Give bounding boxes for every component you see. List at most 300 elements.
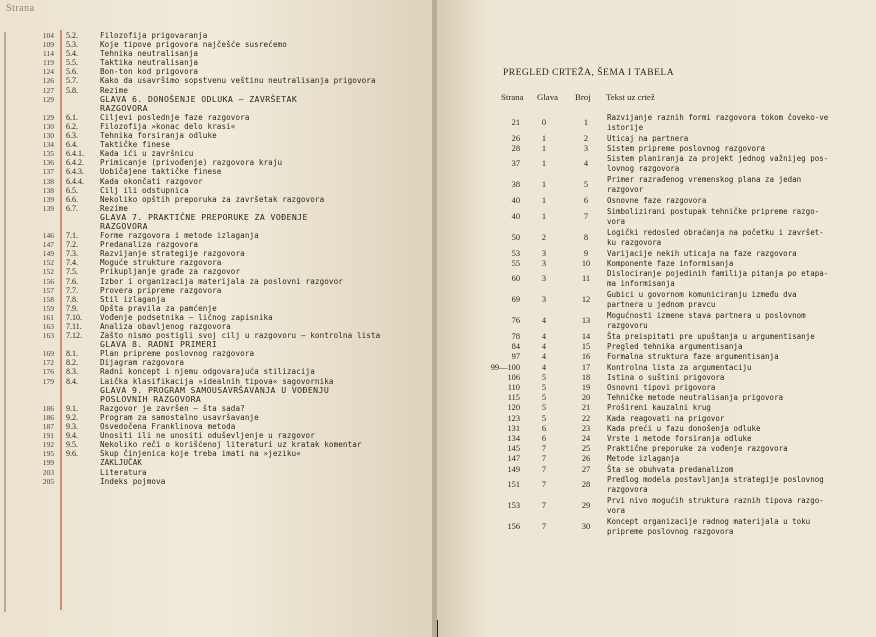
toc-page-number: 187 [42,422,54,432]
toc-entry-title: Razgovor je završen — šta sada? [100,403,245,413]
figure-number: 8 [583,232,589,242]
toc-row [0,122,432,131]
figure-caption: Dislociranje pojedinih familija pitanja po etapa-ma informisanja [607,269,829,288]
toc-section-number: 5.2. [66,31,78,40]
toc-page-number: 186 [42,412,54,422]
figure-caption: Gubici u govornom komuniciranju između dva partnera u jednom pravcu [607,290,797,309]
figure-number: 2 [583,134,589,143]
toc-row [0,177,432,186]
column-header-number: Broj [575,92,591,102]
toc-entry-title: GLAVA 7. PRAKTIČNE PREPORUKE ZA VOĐENJE [100,211,308,222]
column-header-page: Strana [501,92,524,102]
figure-page: 153 [507,500,520,510]
toc-entry-title: Program za samostalno usavršavanje [100,412,259,422]
toc-entry-title: Uobičajene taktičke finese [100,167,222,177]
figure-caption: Tehničke metode neutralisanja prigovora [607,393,784,403]
figure-page: 110 [507,383,520,392]
toc-page-number: 139 [42,194,54,204]
toc-row [0,267,432,276]
toc-row [0,31,432,40]
toc-page-number: 152 [42,267,54,277]
figure-page: 50 [511,232,520,242]
toc-entry-title: Filozofija prigovaranja [100,31,208,40]
figure-caption: Uticaj na partnera [607,134,689,143]
figure-number: 22 [581,413,591,423]
toc-entry-title: Taktika neutralisanja [100,58,199,68]
toc-row [0,340,432,349]
toc-page-number: 169 [42,349,54,359]
figure-caption: Kada reagovati na prigovor [607,413,725,423]
toc-entry-title: Skup činjenica koje treba imati na »jeziku« [100,449,301,459]
figure-number: 28 [581,479,591,489]
toc-entry-title: Cilj ili odstupnica [100,185,189,195]
toc-entry-title: RAZGOVORA [100,102,148,113]
toc-section-number: 9.3. [66,422,78,432]
figure-number: 12 [581,295,591,304]
toc-section-number: 9.4. [66,431,78,441]
figure-chapter: 1 [541,196,547,206]
figure-chapter: 7 [541,454,547,464]
toc-page-number: 156 [42,276,54,286]
toc-page-number: 172 [42,358,54,368]
figures-list-title: PREGLED CRTEŽA, ŠEMA I TABELA [503,68,675,78]
figure-number: 23 [581,423,591,433]
toc-section-number: 6.5. [66,185,78,195]
figure-caption: Simbolizirani postupak tehničke pripreme razgo-vora [607,206,820,226]
figure-caption: Sistem planiranja za projekt jednog važnijeg pos-lovnog razgovora [607,154,829,174]
figure-number: 24 [581,434,591,443]
toc-section-number: 7.9. [66,303,78,313]
toc-row [0,422,432,431]
toc-entry-title: Osvedočena Franklinova metoda [100,422,236,432]
toc-row [0,322,432,331]
figure-number: 15 [581,342,591,352]
figure-page: 149 [507,464,520,474]
toc-page-number: 186 [42,403,54,413]
toc-section-number: 6.1. [66,112,78,122]
toc-entry-title: GLAVA 9. PROGRAM SAMOUSAVRŠAVANJA U VOĐENJU [100,384,330,395]
toc-row [0,286,432,295]
figure-page: 53 [511,248,520,258]
figure-page: 37 [511,159,520,169]
figure-page: 76 [511,316,520,325]
toc-page-number: 138 [42,185,54,195]
toc-entry-title: Izbor i organizacija materijala za poslovni razgovor [100,276,343,286]
toc-entry-title: Forme razgovora i metode izlaganja [100,231,259,241]
figure-caption: Sistem pripreme poslovnog razgovora [607,144,766,154]
toc-entry-title: Opšta pravila za pamćenje [100,303,217,313]
figure-number: 25 [581,444,591,454]
toc-page-number: 114 [43,49,54,59]
figure-caption: Osnovne faze razgovora [607,196,707,206]
toc-section-number: 5.4. [66,49,78,59]
figure-number: 4 [583,159,589,169]
toc-page-number: 149 [42,249,54,259]
toc-page-number: 159 [42,303,54,313]
toc-row [0,49,432,58]
figure-chapter: 3 [541,258,547,268]
column-header-chapter: Glava [537,92,559,102]
toc-entry-title: Tehnika neutralisanja [100,49,199,59]
toc-row [0,449,432,458]
toc-row [0,295,432,304]
figure-caption: Komponente faze informisanja [607,258,734,268]
figure-chapter: 7 [541,521,547,531]
toc-row [0,413,432,422]
figure-caption: Varijacije nekih uticaja na faze razgovora [607,248,797,258]
figure-page: 134 [507,434,520,443]
toc-section-number: 9.1. [66,403,78,413]
toc-entry-title: Tehnika forsiranja odluke [100,131,217,141]
figure-chapter: 5 [541,383,547,392]
toc-page-number: 146 [42,231,54,241]
figure-chapter: 2 [541,232,547,242]
toc-section-number: 6.7. [66,203,78,213]
toc-section-number: 6.4.3. [66,167,84,177]
figure-number: 1 [583,118,589,127]
figure-page: 151 [507,479,520,489]
toc-section-number: 7.10. [66,312,82,322]
toc-page-number: 138 [42,176,54,186]
toc-entry-title: POSLOVNIH RAZGOVORA [100,393,202,404]
toc-entry-title: Predanaliza razgovora [100,240,199,250]
page-marker [437,620,438,637]
toc-row [0,195,432,204]
toc-entry-title: Unositi ili ne unositi oduševljenje u razgovor [100,431,315,441]
figure-chapter: 4 [541,332,547,341]
toc-page-number: 137 [42,167,54,177]
toc-row [0,395,432,404]
figure-number: 6 [583,196,589,206]
toc-page-number: 205 [42,476,54,486]
toc-row [0,167,432,176]
toc-entry-title: Laička klasifikacija »idealnih tipova« sagovornika [100,376,334,386]
toc-entry-title: Koje tipove prigovora najčešće susrećemo [100,40,287,50]
toc-page-number: 192 [42,440,54,450]
figure-chapter: 7 [541,444,547,454]
toc-page-number: 139 [42,203,54,213]
toc-entry-title: GLAVA 6. DONOŠENJE ODLUKA — ZAVRŠETAK [100,93,298,104]
figure-page: 26 [511,134,520,143]
toc-page-number: 157 [42,285,54,295]
figure-page: 115 [507,393,520,403]
toc-row [0,404,432,413]
toc-page-number: 127 [42,85,54,95]
figure-caption: Primer razrađenog vremenskog plana za jedan razgovor [607,175,802,195]
figure-caption: Pregled tehnika argumentisanja [607,342,743,352]
toc-section-number: 7.6. [66,276,78,286]
toc-entry-title: Provera pripreme razgovora [100,285,222,295]
toc-page-number: 129 [42,94,54,104]
figure-caption: Mogućnosti izmene stava partnera u poslovnom razgovoru [607,311,806,330]
figure-chapter: 1 [541,159,547,169]
figure-chapter: 1 [541,144,547,154]
toc-row [0,186,432,195]
toc-row [0,58,432,67]
toc-row [0,431,432,440]
figure-caption: Šta preispitati pre upuštanja u argumentisanje [607,332,815,341]
figure-chapter: 6 [541,434,547,443]
toc-row [0,440,432,449]
toc-page-number: 163 [42,322,54,331]
toc-entry-title: Indeks pojmova [100,476,166,486]
toc-row [0,76,432,85]
toc-row [0,222,432,231]
toc-section-number: 8.4. [66,376,78,386]
toc-entry-title: Filozofija »konac delo krasi« [100,121,236,131]
figure-number: 16 [581,352,591,362]
toc-row [0,104,432,113]
figure-chapter: 5 [541,413,547,423]
figure-page: 38 [511,180,520,190]
figure-chapter: 0 [541,118,547,127]
figure-caption: Praktične preporuke za vođenje razgovora [607,444,788,454]
toc-entry-title: Zašto nismo postigli svoj cilj u razgovoru — kontrolna lista [100,331,381,341]
toc-row [0,40,432,49]
toc-page-number: 136 [42,158,54,168]
toc-row [0,231,432,240]
figure-number: 21 [581,403,591,413]
figure-number: 11 [581,274,591,283]
figure-chapter: 4 [541,316,547,325]
toc-page-number: 152 [42,258,54,268]
figure-chapter: 7 [541,500,547,510]
toc-page-number: 130 [42,131,54,141]
page-column-header: Strana [6,3,35,14]
toc-section-number: 7.7. [66,285,78,295]
toc-page-number: 109 [42,40,54,50]
toc-page-number: 130 [42,121,54,131]
toc-section-number: 7.11. [66,322,82,331]
toc-entry-title: Nekoliko opštih preporuka za završetak razgovora [100,194,325,204]
figure-number: 13 [581,316,591,325]
left-page [0,0,432,637]
figure-chapter: 4 [541,342,547,352]
figure-number: 30 [581,521,591,531]
figure-page: 120 [507,403,520,413]
toc-section-number: 7.2. [66,240,78,250]
figure-page: 156 [507,521,520,531]
toc-page-number: 134 [42,140,54,150]
toc-entry-title: Rezime [100,203,129,213]
figure-number: 18 [581,372,591,382]
figure-page: 106 [507,372,520,382]
figure-caption: Razvijanje raznih formi razgovora tokom čoveko-ve istorije [607,113,829,132]
toc-entry-title: Razvijanje strategije razgovora [100,249,245,259]
toc-row [0,249,432,258]
toc-row [0,131,432,140]
toc-row [0,468,432,477]
toc-section-number: 8.1. [66,349,78,359]
toc-row [0,113,432,122]
figure-page: 123 [507,413,520,423]
toc-entry-title: Plan pripreme poslovnog razgovora [100,349,255,359]
figure-caption: Kontrolna lista za argumentaciju [607,362,752,372]
toc-row [0,149,432,158]
figure-chapter: 7 [541,479,547,489]
toc-row [0,240,432,249]
figure-caption: Vrste i metode forsiranja odluke [607,434,752,443]
toc-page-number: 163 [42,331,54,341]
figure-page: 21 [511,118,520,127]
toc-entry-title: Analiza obavljenog razgovora [100,322,231,331]
toc-row [0,349,432,358]
toc-page-number: 126 [42,76,54,86]
toc-row [0,477,432,486]
toc-page-number: 135 [42,149,54,159]
toc-entry-title: RAZGOVORA [100,220,148,231]
toc-section-number: 7.3. [66,249,78,259]
figure-page: 131 [507,423,520,433]
toc-section-number: 8.2. [66,358,78,368]
figure-caption: Metode izlaganja [607,454,680,464]
figure-chapter: 3 [541,274,547,283]
toc-page-number: 199 [42,458,54,468]
figure-page: 40 [511,211,520,221]
toc-section-number: 8.3. [66,367,78,377]
figure-number: 3 [583,144,589,154]
toc-section-number: 5.6. [66,67,78,77]
toc-entry-title: Kada okončati razgovor [100,176,203,186]
toc-entry-title: GLAVA 8. RADNI PRIMERI [100,339,218,350]
figure-number: 26 [581,454,591,464]
figure-page: 147 [507,454,520,464]
toc-section-number: 5.3. [66,40,78,50]
figure-number: 9 [583,248,589,258]
figure-number: 10 [581,258,591,268]
toc-row [0,158,432,167]
figure-chapter: 1 [541,180,547,190]
toc-section-number: 7.8. [66,294,78,304]
figure-page: 97 [511,352,520,362]
table-of-contents [0,31,432,486]
figure-page: 99—100 [490,362,520,372]
toc-section-number: 6.2. [66,121,78,131]
toc-entry-title: Primicanje (privođenje) razgovora kraju [100,158,283,168]
figure-caption: Osnovni tipovi prigovora [607,383,716,392]
toc-page-number: 124 [42,67,54,77]
figure-page: 84 [511,342,520,352]
toc-entry-title: Literatura [100,467,147,477]
toc-section-number: 6.3. [66,131,78,141]
toc-row [0,140,432,149]
figure-page: 60 [511,274,520,283]
figure-caption: Prvi nivo mogućih struktura raznih tipova razgo-vora [607,495,824,515]
figure-caption: Predlog modela postavljanja strategije poslovnog razgovora [607,474,824,494]
toc-entry-title: Kada ići u završnicu [100,149,194,159]
toc-page-number: 191 [42,431,54,441]
toc-page-number: 203 [42,467,54,477]
figure-page: 78 [511,332,520,341]
figure-number: 19 [581,383,591,392]
figure-page: 55 [511,258,520,268]
toc-section-number: 6.4. [66,140,78,150]
figure-page: 28 [511,144,520,154]
figure-chapter: 4 [541,352,547,362]
toc-section-number: 6.4.2. [66,158,84,168]
toc-section-number: 7.4. [66,258,78,268]
figure-number: 7 [583,211,589,221]
toc-entry-title: Stil izlaganja [100,294,166,304]
toc-row [0,277,432,286]
figure-caption: Koncept organizacije radnog materijala u toku pripreme poslovnog razgovora [607,516,811,536]
figure-caption: Kada preći u fazu donošenja odluke [607,423,761,433]
toc-section-number: 7.1. [66,231,78,241]
figure-caption: Prošireni kauzalni krug [607,403,711,413]
figure-page: 69 [511,295,520,304]
toc-page-number: 129 [42,112,54,122]
figure-chapter: 5 [541,372,547,382]
toc-entry-title: Rezime [100,85,129,95]
toc-entry-title: Radni koncept i njemu odgovarajuća stilizacija [100,367,315,377]
figure-caption: Šta se obuhvata predanalizom [607,464,734,474]
figure-number: 20 [581,393,591,403]
toc-page-number: 147 [42,240,54,250]
toc-entry-title: Prikupljanje građe za razgovor [100,267,241,277]
figure-chapter: 6 [541,423,547,433]
toc-entry-title: Kako da usavršimo sopstvenu veštinu neutralisanja prigovora [100,76,376,86]
figure-number: 27 [581,464,591,474]
toc-section-number: 5.7. [66,76,78,86]
toc-page-number: 195 [42,449,54,459]
toc-page-number: 179 [42,376,54,386]
figure-number: 14 [581,332,591,341]
toc-section-number: 9.6. [66,449,78,459]
figure-page: 40 [511,196,520,206]
toc-page-number: 104 [42,31,54,40]
toc-section-number: 6.4.4. [66,176,84,186]
toc-row [0,95,432,104]
toc-entry-title: Nekoliko reči o korišćenoj literaturi uz kratak komentar [100,440,362,450]
figure-caption: Istina o suštini prigovora [607,372,725,382]
toc-row [0,67,432,76]
toc-page-number: 176 [42,367,54,377]
toc-row [0,458,432,467]
toc-section-number: 7.5. [66,267,78,277]
figure-chapter: 1 [541,211,547,221]
figure-page: 145 [507,444,520,454]
toc-row [0,367,432,376]
toc-row [0,358,432,367]
figure-chapter: 3 [541,295,547,304]
toc-row [0,213,432,222]
figure-caption: Formalna struktura faze argumentisanja [607,352,779,362]
toc-section-number: 5.8. [66,85,78,95]
toc-entry-title: ZAKLJUČAK [100,458,143,468]
figure-chapter: 5 [541,393,547,403]
column-header-caption: Tekst uz crtež [606,92,655,102]
toc-section-number: 5.5. [66,58,78,68]
figure-number: 17 [581,362,591,372]
toc-entry-title: Moguće strukture razgovora [100,258,222,268]
toc-row [0,258,432,267]
toc-section-number: 6.4.1. [66,149,84,159]
figure-caption: Logički redosled obraćanja na početku i završet-ku razgovora [607,227,824,247]
figure-chapter: 7 [541,464,547,474]
figure-number: 5 [583,180,589,190]
toc-row [0,386,432,395]
toc-entry-title: Ciljevi poslednje faze razgovora [100,112,250,122]
toc-entry-title: Vođenje podsetnika — ličnog zapisnika [100,312,273,322]
figure-chapter: 5 [541,403,547,413]
toc-page-number: 119 [43,58,54,68]
toc-row [0,313,432,322]
toc-section-number: 9.5. [66,440,78,450]
toc-section-number: 7.12. [66,331,82,341]
figure-number: 29 [581,500,591,510]
toc-row [0,304,432,313]
figure-chapter: 4 [541,362,547,372]
